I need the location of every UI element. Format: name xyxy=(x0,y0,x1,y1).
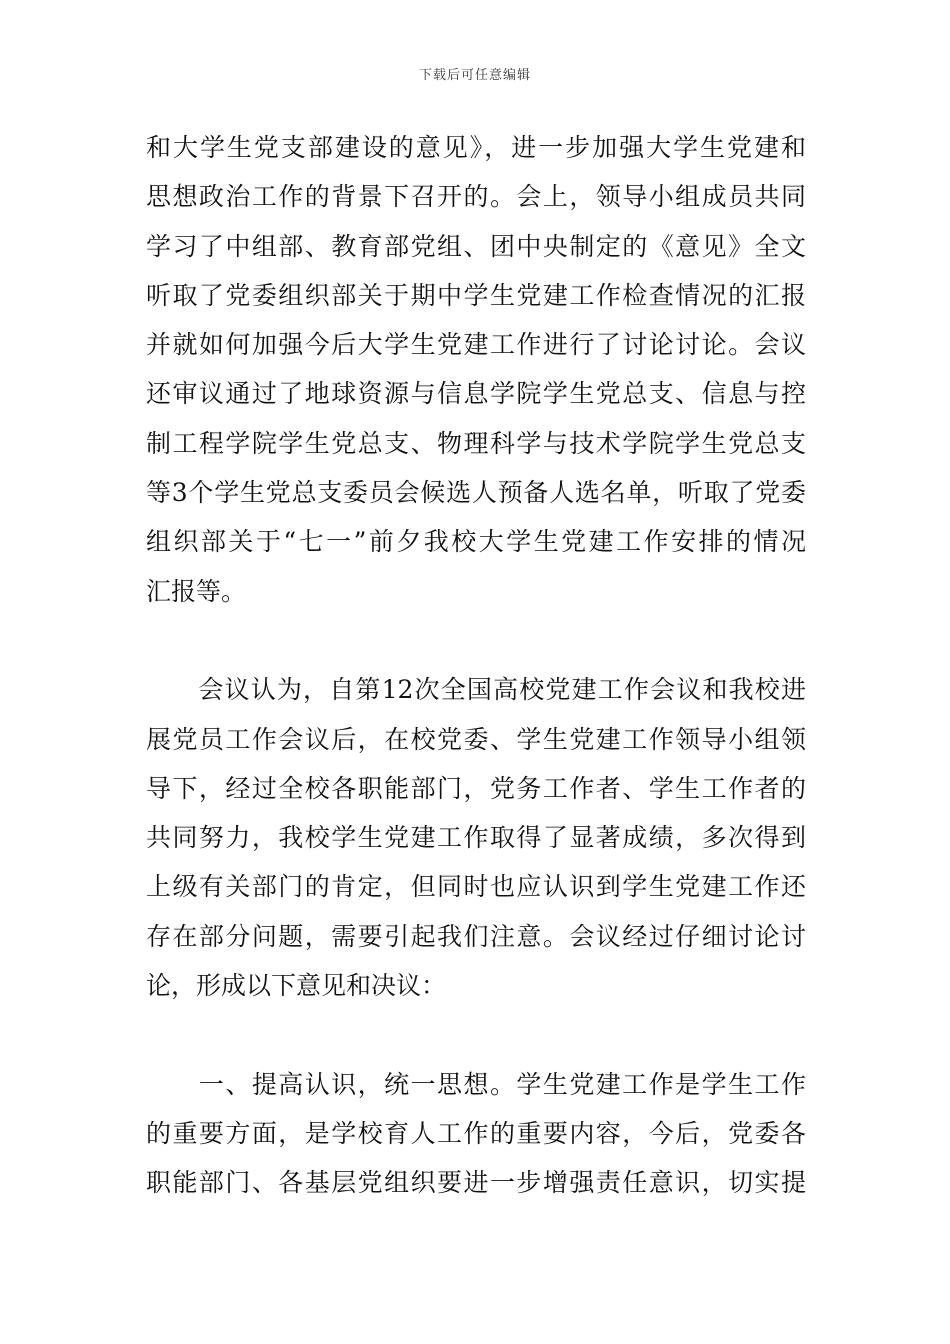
page-header: 下载后可任意编辑 xyxy=(418,68,531,83)
text-line: 会议认为，自第12次全国高校党建工作会议和我校进 xyxy=(146,675,806,705)
text-line: 等3个学生党总支委员会候选人预备人选名单，听取了党委 xyxy=(146,478,806,508)
paragraph xyxy=(146,123,806,616)
text-line: 听取了党委组织部关于期中学生党建工作检查情况的汇报 xyxy=(146,280,806,310)
text-line: 学习了中组部、教育部党组、团中央制定的《意见》全文 xyxy=(146,231,806,261)
text-line: 导下，经过全校各职能部门，党务工作者、学生工作者的 xyxy=(146,773,806,803)
text-line: 一、提高认识，统一思想。学生党建工作是学生工作 xyxy=(146,1069,806,1099)
text-line: 共同努力，我校学生党建工作取得了显著成绩，多次得到 xyxy=(146,823,806,853)
text-line: 的重要方面，是学校育人工作的重要内容，今后，党委各 xyxy=(146,1118,806,1148)
text-line: 汇报等。 xyxy=(146,576,247,606)
text-line: 展党员工作会议后，在校党委、学生党建工作领导小组领 xyxy=(146,724,806,754)
document-body xyxy=(146,123,806,1208)
text-line: 还审议通过了地球资源与信息学院学生党总支、信息与控 xyxy=(146,379,806,409)
paragraph-gap xyxy=(146,616,806,665)
text-line: 并就如何加强今后大学生党建工作进行了讨论讨论。会议 xyxy=(146,330,806,360)
text-line: 论，形成以下意见和决议： xyxy=(146,971,447,1001)
text-line: 职能部门、各基层党组织要进一步增强责任意识，切实提 xyxy=(146,1168,806,1198)
paragraph xyxy=(146,665,806,1010)
text-line: 制工程学院学生党总支、物理科学与技术学院学生党总支 xyxy=(146,428,806,458)
paragraph-gap xyxy=(146,1010,806,1059)
text-line: 存在部分问题，需要引起我们注意。会议经过仔细讨论讨 xyxy=(146,921,806,951)
paragraph xyxy=(146,1060,806,1208)
text-line: 上级有关部门的肯定，但同时也应认识到学生党建工作还 xyxy=(146,872,806,902)
text-line: 和大学生党支部建设的意见》，进一步加强大学生党建和 xyxy=(146,133,806,162)
text-line: 思想政治工作的背景下召开的。会上，领导小组成员共同 xyxy=(146,182,806,212)
text-line: 组织部关于“七一”前夕我校大学生党建工作安排的情况 xyxy=(146,527,806,557)
